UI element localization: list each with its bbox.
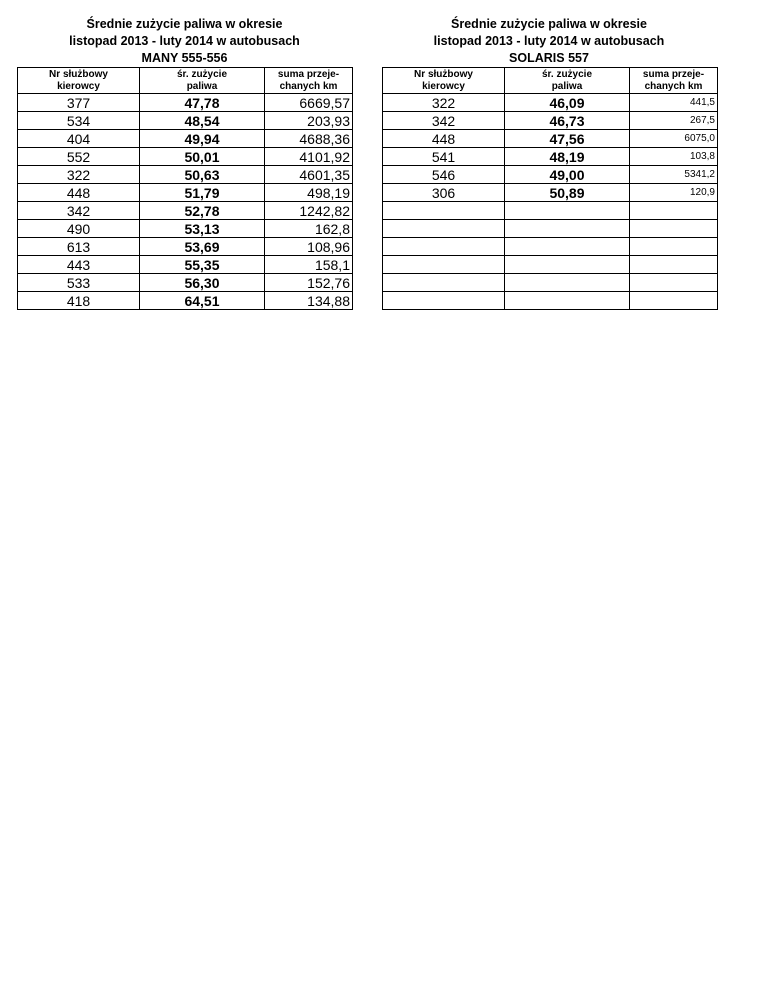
title-line-1: Średnie zużycie paliwa w okresie bbox=[451, 17, 647, 31]
avg-fuel-cell: 53,69 bbox=[140, 238, 265, 256]
avg-fuel-cell bbox=[505, 238, 630, 256]
table-block-solaris bbox=[382, 16, 716, 310]
table-row bbox=[383, 238, 718, 256]
avg-fuel-cell bbox=[505, 274, 630, 292]
avg-fuel-cell: 48,54 bbox=[140, 112, 265, 130]
driver-number-cell: 534 bbox=[18, 112, 140, 130]
total-km-cell bbox=[630, 220, 718, 238]
total-km-cell: 134,88 bbox=[265, 292, 353, 310]
driver-number-cell: 443 bbox=[18, 256, 140, 274]
driver-number-cell: 306 bbox=[383, 184, 505, 202]
driver-number-cell: 546 bbox=[383, 166, 505, 184]
driver-number-cell: 613 bbox=[18, 238, 140, 256]
header-avg-fuel: śr. zużycie paliwa bbox=[140, 68, 265, 94]
header-total-km: suma przeje- chanych km bbox=[265, 68, 353, 94]
table-row bbox=[18, 256, 353, 274]
table-row bbox=[383, 274, 718, 292]
driver-number-cell bbox=[383, 238, 505, 256]
total-km-cell: 158,1 bbox=[265, 256, 353, 274]
total-km-cell: 103,8 bbox=[630, 148, 718, 166]
driver-number-cell bbox=[383, 220, 505, 238]
driver-number-cell: 418 bbox=[18, 292, 140, 310]
table-title bbox=[17, 16, 352, 67]
avg-fuel-cell: 47,56 bbox=[505, 130, 630, 148]
avg-fuel-cell: 50,89 bbox=[505, 184, 630, 202]
table-row bbox=[18, 238, 353, 256]
fuel-table-many bbox=[17, 67, 353, 310]
total-km-cell: 1242,82 bbox=[265, 202, 353, 220]
title-line-2: listopad 2013 - luty 2014 w autobusach bbox=[69, 34, 300, 48]
header-total-km: suma przeje- chanych km bbox=[630, 68, 718, 94]
title-line-1: Średnie zużycie paliwa w okresie bbox=[86, 17, 283, 31]
table-row bbox=[18, 166, 353, 184]
avg-fuel-cell bbox=[505, 256, 630, 274]
driver-number-cell: 342 bbox=[383, 112, 505, 130]
title-line-3: SOLARIS 557 bbox=[509, 51, 589, 65]
avg-fuel-cell bbox=[505, 220, 630, 238]
driver-number-cell bbox=[383, 202, 505, 220]
table-row bbox=[18, 94, 353, 112]
avg-fuel-cell: 55,35 bbox=[140, 256, 265, 274]
avg-fuel-cell: 52,78 bbox=[140, 202, 265, 220]
avg-fuel-cell: 47,78 bbox=[140, 94, 265, 112]
driver-number-cell: 541 bbox=[383, 148, 505, 166]
title-line-2: listopad 2013 - luty 2014 w autobusach bbox=[433, 34, 665, 48]
total-km-cell: 4601,35 bbox=[265, 166, 353, 184]
table-row bbox=[383, 256, 718, 274]
header-driver-number: Nr służbowy kierowcy bbox=[18, 68, 140, 94]
avg-fuel-cell bbox=[505, 292, 630, 310]
total-km-cell: 267,5 bbox=[630, 112, 718, 130]
header-row bbox=[18, 68, 353, 94]
table-row bbox=[383, 148, 718, 166]
total-km-cell: 120,9 bbox=[630, 184, 718, 202]
driver-number-cell: 322 bbox=[383, 94, 505, 112]
total-km-cell bbox=[630, 274, 718, 292]
table-row bbox=[18, 112, 353, 130]
driver-number-cell: 552 bbox=[18, 148, 140, 166]
table-row bbox=[18, 130, 353, 148]
avg-fuel-cell: 46,09 bbox=[505, 94, 630, 112]
table-title bbox=[382, 16, 716, 67]
fuel-table-solaris bbox=[382, 67, 718, 310]
total-km-cell bbox=[630, 256, 718, 274]
total-km-cell: 498,19 bbox=[265, 184, 353, 202]
total-km-cell: 203,93 bbox=[265, 112, 353, 130]
table-row bbox=[383, 112, 718, 130]
table-row bbox=[383, 202, 718, 220]
total-km-cell: 4688,36 bbox=[265, 130, 353, 148]
header-driver-number: Nr służbowy kierowcy bbox=[383, 68, 505, 94]
total-km-cell bbox=[630, 238, 718, 256]
driver-number-cell bbox=[383, 274, 505, 292]
total-km-cell: 441,5 bbox=[630, 94, 718, 112]
avg-fuel-cell: 50,63 bbox=[140, 166, 265, 184]
avg-fuel-cell: 50,01 bbox=[140, 148, 265, 166]
table-row bbox=[383, 184, 718, 202]
driver-number-cell: 377 bbox=[18, 94, 140, 112]
table-row bbox=[18, 202, 353, 220]
table-row bbox=[383, 166, 718, 184]
table-row bbox=[18, 148, 353, 166]
table-row bbox=[383, 220, 718, 238]
table-block-many bbox=[17, 16, 352, 310]
table-row bbox=[18, 274, 353, 292]
table-row bbox=[18, 292, 353, 310]
total-km-cell: 6669,57 bbox=[265, 94, 353, 112]
driver-number-cell: 404 bbox=[18, 130, 140, 148]
driver-number-cell: 322 bbox=[18, 166, 140, 184]
driver-number-cell: 533 bbox=[18, 274, 140, 292]
avg-fuel-cell: 49,00 bbox=[505, 166, 630, 184]
avg-fuel-cell: 56,30 bbox=[140, 274, 265, 292]
table-row bbox=[18, 184, 353, 202]
table-row bbox=[383, 94, 718, 112]
total-km-cell: 108,96 bbox=[265, 238, 353, 256]
total-km-cell bbox=[630, 292, 718, 310]
header-row bbox=[383, 68, 718, 94]
avg-fuel-cell: 49,94 bbox=[140, 130, 265, 148]
driver-number-cell: 448 bbox=[18, 184, 140, 202]
avg-fuel-cell: 46,73 bbox=[505, 112, 630, 130]
avg-fuel-cell: 53,13 bbox=[140, 220, 265, 238]
table-row bbox=[383, 130, 718, 148]
driver-number-cell: 448 bbox=[383, 130, 505, 148]
driver-number-cell: 490 bbox=[18, 220, 140, 238]
total-km-cell: 6075,0 bbox=[630, 130, 718, 148]
driver-number-cell: 342 bbox=[18, 202, 140, 220]
title-line-3: MANY 555-556 bbox=[141, 51, 228, 65]
table-row bbox=[18, 220, 353, 238]
total-km-cell: 5341,2 bbox=[630, 166, 718, 184]
avg-fuel-cell: 51,79 bbox=[140, 184, 265, 202]
avg-fuel-cell bbox=[505, 202, 630, 220]
header-avg-fuel: śr. zużycie paliwa bbox=[505, 68, 630, 94]
driver-number-cell bbox=[383, 292, 505, 310]
total-km-cell: 162,8 bbox=[265, 220, 353, 238]
driver-number-cell bbox=[383, 256, 505, 274]
avg-fuel-cell: 64,51 bbox=[140, 292, 265, 310]
total-km-cell bbox=[630, 202, 718, 220]
total-km-cell: 4101,92 bbox=[265, 148, 353, 166]
avg-fuel-cell: 48,19 bbox=[505, 148, 630, 166]
table-row bbox=[383, 292, 718, 310]
total-km-cell: 152,76 bbox=[265, 274, 353, 292]
